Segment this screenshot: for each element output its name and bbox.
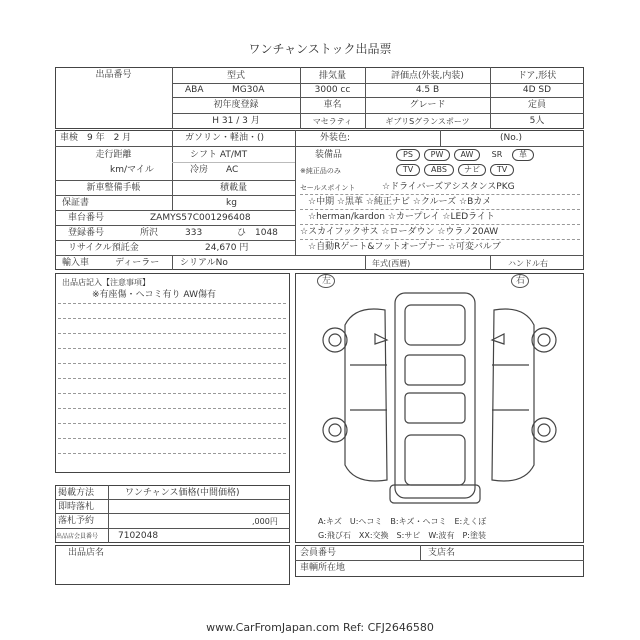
option-abs: ABS bbox=[424, 164, 454, 176]
diagram-right-label: 右 bbox=[516, 276, 526, 286]
score-value: 4.5 B bbox=[415, 85, 440, 95]
car-name-label: 車名 bbox=[323, 100, 342, 110]
sales-point-2: ☆中期 ☆黒革 ☆純正ナビ ☆クルーズ ☆Bカメ bbox=[308, 197, 492, 207]
import-dealer: ディーラー bbox=[115, 258, 160, 268]
capacity-value: 5人 bbox=[529, 116, 545, 126]
displacement-value: 3000 cc bbox=[314, 85, 351, 95]
handle-label: ハンドル右 bbox=[508, 259, 548, 268]
branch-label: 支店名 bbox=[428, 548, 456, 558]
grade-value: ギブリSグランスポーツ bbox=[385, 117, 470, 126]
option-ps: PS bbox=[396, 149, 420, 161]
ac-value: 冷房 AC bbox=[190, 165, 239, 175]
equipment-note: ※純正品のみ bbox=[300, 167, 341, 175]
first-reg-value: H 31 / 3 月 bbox=[212, 116, 260, 126]
car-name-value: マセラティ bbox=[312, 117, 353, 126]
notes-line-1: ※有座傷・ヘコミ有り AW傷有 bbox=[92, 290, 216, 300]
legend-line-2: G:飛び石 XX:交換 S:サビ W:波有 P:塗装 bbox=[318, 531, 486, 540]
load-label: 積載量 bbox=[219, 183, 247, 193]
year-label: 年式(西暦) bbox=[372, 259, 411, 268]
capacity-label: 定員 bbox=[527, 100, 546, 110]
sales-point-5: ☆自動Rゲート&フットオープナー ☆可変バルブ bbox=[308, 242, 501, 252]
method-label: 掲載方法 bbox=[58, 488, 95, 498]
footer-watermark: www.CarFromJapan.com Ref: CFJ2646580 bbox=[206, 621, 434, 634]
sales-point-1: ☆ドライバーズアシスタンスPKG bbox=[382, 182, 515, 192]
member-number-value: 7102048 bbox=[118, 531, 159, 541]
instant-label: 即時落札 bbox=[58, 502, 95, 512]
legend-line-1: A:キズ U:ヘコミ B:キズ・ヘコミ E:えくぼ bbox=[318, 517, 487, 526]
score-label: 評価点(外装,内装) bbox=[391, 71, 464, 81]
sheet-title: ワンチャンストック出品票 bbox=[248, 42, 392, 56]
sales-point-label: セールスポイント bbox=[300, 184, 356, 192]
new-book-label: 新車整備手帳 bbox=[86, 183, 141, 193]
model-prefix: ABA bbox=[185, 85, 204, 95]
method-value: ワンチャンス価格(中間価格) bbox=[125, 488, 240, 498]
import-label: 輸入車 bbox=[62, 258, 90, 268]
color-value: (No.) bbox=[500, 133, 522, 143]
registration-kana: ひ bbox=[237, 228, 247, 238]
diagram-left-label: 左 bbox=[322, 276, 332, 286]
equipment-label: 装備品 bbox=[315, 150, 343, 160]
inspection-value: 車検 9 年 2 月 bbox=[60, 133, 132, 143]
door-value: 4D SD bbox=[522, 85, 552, 95]
chassis-label: 車台番号 bbox=[68, 213, 105, 223]
registration-number: 1048 bbox=[255, 228, 278, 238]
fuel-value: ガソリン・軽油・() bbox=[185, 133, 265, 143]
model-label: 型式 bbox=[226, 71, 245, 81]
mileage-unit: km/マイル bbox=[110, 165, 154, 175]
consignee-label: 車輌所在地 bbox=[300, 563, 346, 573]
chassis-value: ZAMYS57C001296408 bbox=[150, 213, 251, 223]
mileage-label: 走行距離 bbox=[95, 150, 132, 160]
warranty-label: 保証書 bbox=[62, 198, 90, 208]
recycle-value: 24,670 円 bbox=[205, 243, 249, 253]
member-number-label: 出品店会員番号 bbox=[56, 533, 99, 540]
grade-label: グレード bbox=[409, 100, 446, 110]
reserve-label: 落札予約 bbox=[58, 516, 95, 526]
color-label: 外装色: bbox=[320, 133, 351, 143]
shop-name-label: 出品店名 bbox=[68, 548, 105, 558]
option-leather: 革 bbox=[512, 149, 534, 161]
sales-point-4: ☆スカイフックサス ☆ローダウン ☆ウラノ20AW bbox=[300, 227, 499, 237]
option-pw: PW bbox=[424, 149, 450, 161]
car-damage-diagram bbox=[295, 285, 584, 510]
option-aw: AW bbox=[454, 149, 480, 161]
registration-area: 所沢 bbox=[140, 228, 159, 238]
lot-label: 出品番号 bbox=[95, 70, 132, 80]
option-navi: ナビ bbox=[458, 164, 486, 176]
notes-header: 出品店記入【注意事項】 bbox=[62, 278, 150, 287]
door-label: ドア,形状 bbox=[517, 71, 557, 81]
sales-point-3: ☆herman/kardon ☆カープレイ ☆LEDライト bbox=[308, 212, 495, 222]
recycle-label: リサイクル預託金 bbox=[68, 243, 139, 253]
displacement-label: 排気量 bbox=[318, 71, 346, 81]
first-reg-label: 初年度登録 bbox=[213, 100, 259, 110]
option-tv2: TV bbox=[490, 164, 514, 176]
member-no-label: 会員番号 bbox=[300, 548, 337, 558]
registration-label: 登録番号 bbox=[68, 228, 105, 238]
registration-class: 333 bbox=[185, 228, 203, 238]
reserve-value: ,000円 bbox=[252, 517, 278, 526]
option-sr: SR bbox=[491, 150, 503, 159]
load-unit: kg bbox=[226, 198, 237, 208]
model-code: MG30A bbox=[232, 85, 265, 95]
import-serial: シリアルNo bbox=[180, 258, 228, 268]
option-tv: TV bbox=[396, 164, 420, 176]
shift-value: シフト AT/MT bbox=[190, 150, 248, 160]
